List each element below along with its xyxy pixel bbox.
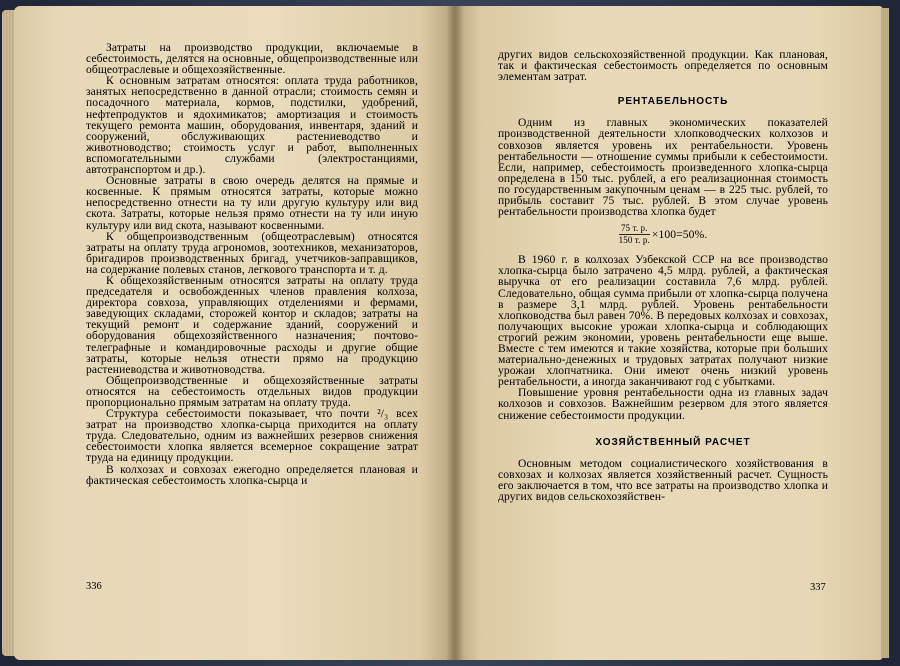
paragraph: В колхозах и совхозах ежегодно определяется плановая и фактическая себестоимость хлопка-сырца и (86, 462, 418, 487)
right-page-text (498, 49, 828, 502)
paragraph: К общепроизводственным (общеотраслевым) относятся затраты на оплату труда агрономов, зоотехников, механизаторов, бригадиров производственных бригад, учетчиков-заправщиков, на содержание полевых станов, легкового транспорта и т. д. (86, 229, 418, 276)
formula-result: ×100=50%. (651, 228, 708, 242)
paragraph: Основные затраты в свою очередь делятся на прямые и косвенные. К прямым относятся затраты, которые можно непосредственно отнести на ту или другую культуру или вид скота. Затраты, которые нельзя прямо отнести на ту или иную культуру или вид скота, называют косвенными. (86, 174, 418, 232)
paragraph: Структура себестоимости показывает, что почти ²/₃ всех затрат на производство хлопка-сырца приходится на оплату труда. Следовательно, одним из важнейших резервов снижения себестоимости хлопка является всемерное сокращение затрат труда на единицу продукции. (86, 407, 418, 465)
paragraph: Повышение уровня рентабельности одна из главных задач колхозов и совхозов. Важнейшим резервом для этого является снижение себестоимости продукции. (498, 386, 828, 422)
section-heading-khozraschet: ХОЗЯЙСТВЕННЫЙ РАСЧЕТ (595, 436, 751, 448)
left-page-text (86, 42, 418, 486)
page-number-left: 336 (86, 581, 102, 592)
fraction (619, 223, 650, 246)
paragraph: Затраты на производство продукции, включаемые в себестоимость, делятся на основные, общепроизводственные или общеотраслевые и общехозяйственные. (86, 41, 418, 77)
paragraph: Общепроизводственные и общехозяйственные затраты относятся на себестоимость отдельных видов продукции пропорционально прямым затратам на оплату труда. (86, 373, 418, 409)
paragraph: К основным затратам относятся: оплата труда работников, занятых непосредственно в данной отрасли; стоимость семян и посадочного материала, кормов, подстилки, удобрений, нефтепродуктов и ядохимикатов; амортизация и стоимость текущего ремонта машин, оборудования, инвентаря, зданий и сооружений, обслуживающих растениеводство и животноводство; стоимость услуг и работ, выполненных вспомогательными службами (электростанциями, автотранспортом и др.). (86, 74, 418, 177)
page-edges-right (881, 8, 889, 658)
formula (498, 223, 828, 246)
paragraph: Основным методом социалистического хозяйствования в совхозах и колхозах является хозяйственный расчет. Сущность его заключается в том, что все затраты на производство хлопка и других видов сельскохозяйствен- (498, 456, 828, 503)
paragraph: В 1960 г. в колхозах Узбекской ССР на все производство хлопка-сырца было затрачено 4,5 млрд. рублей, а фактическая выручка от его реализации составила 7,6 млрд. рублей. Следовательно, общая сумма прибыли от хлопка-сырца получена в размере 3,1 млрд. рублей. Уровень рентабельности хлопководства был равен 70%. В передовых колхозах и совхозах, получающих высокие урожаи хлопка-сырца и соблюдающих строгий режим экономии, уровень рентабельности еще выше. Вместе с тем имеются и такие хозяйства, которые при больших материально-денежных и трудовых затратах получают низкие урожаи хлопчатника. Они имеют очень низкий уровень рентабельности, а иногда заканчивают год с убытками. (498, 253, 828, 389)
paragraph: К общехозяйственным относятся затраты на оплату труда председателя и освобожденных членов правления колхоза, директора совхоза, управляющих отделениями и фермами, заведующих складами, сторожей контор и складов; затраты на текущий ремонт и содержание зданий, сооружений и оборудования общехозяйственного назначения; почтово-телеграфные и командировочные расходы и другие общие затраты, которые нельзя отнести прямо на продукцию растениеводства и животноводства. (86, 273, 418, 376)
section-heading-rentabelnost: РЕНТАБЕЛЬНОСТЬ (617, 96, 729, 108)
paragraph: Одним из главных экономических показателей производственной деятельности хлопководческих колхозов и совхозов является уровень их рентабельности. Уровень рентабельности — отношение суммы прибыли к себестоимости. Если, например, себестоимость произведенного хлопка-сырца определена в 150 тыс. рублей, а его реализационная стоимость по государственным закупочным ценам — в 225 тыс. рублей, то прибыль составит 75 тыс. рублей. В этом случае уровень рентабельности производства хлопка будет (498, 116, 828, 219)
page-number-right: 337 (810, 582, 826, 593)
fraction-numerator: 75 т. р. (620, 223, 648, 234)
paragraph: других видов сельскохозяйственной продукции. Как плановая, так и фактическая себестоимость определяется по основным элементам затрат. (498, 48, 828, 84)
book-gutter (446, 6, 464, 660)
fraction-denominator: 150 т. р. (618, 235, 650, 246)
